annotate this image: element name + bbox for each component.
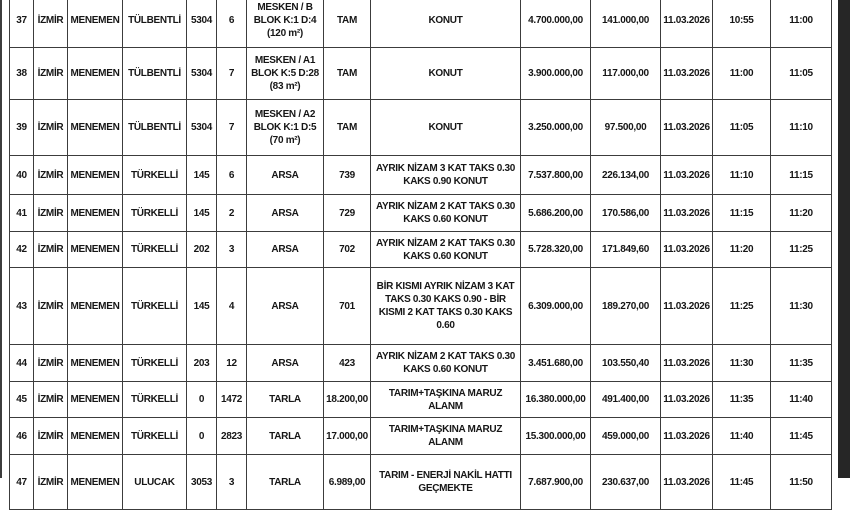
cell-district: MENEMEN [68, 156, 123, 195]
cell-start-time: 11:15 [713, 195, 771, 232]
cell-row-number: 45 [10, 382, 34, 418]
cell-block-no: 145 [187, 268, 217, 345]
cell-auction-date: 11.03.2026 [661, 418, 713, 455]
cell-start-time: 11:10 [713, 156, 771, 195]
cell-block-no: 145 [187, 195, 217, 232]
cell-deposit: 459.000,00 [591, 418, 661, 455]
cell-start-time: 11:25 [713, 268, 771, 345]
table-row [10, 345, 832, 382]
cell-start-time: 11:35 [713, 382, 771, 418]
cell-property-type: TARLA [247, 418, 324, 455]
cell-deposit: 141.000,00 [591, 0, 661, 48]
cell-property-type: MESKEN / A1 BLOK K:5 D:28 (83 m²) [247, 48, 324, 100]
cell-province: İZMİR [34, 345, 68, 382]
table-row [10, 195, 832, 232]
cell-neighborhood: ULUCAK [123, 455, 187, 510]
cell-zoning-status: TARIM - ENERJİ NAKİL HATTI GEÇMEKTE [371, 455, 521, 510]
cell-start-time: 11:20 [713, 232, 771, 268]
cell-parcel-no: 4 [217, 268, 247, 345]
cell-deposit: 170.586,00 [591, 195, 661, 232]
cell-province: İZMİR [34, 268, 68, 345]
cell-share-area: 18.200,00 [324, 382, 371, 418]
cell-zoning-status: AYRIK NİZAM 2 KAT TAKS 0.30 KAKS 0.60 KONUT [371, 232, 521, 268]
cell-end-time: 11:30 [771, 268, 832, 345]
cell-neighborhood: TÜLBENTLİ [123, 100, 187, 156]
cell-row-number: 42 [10, 232, 34, 268]
cell-auction-date: 11.03.2026 [661, 156, 713, 195]
cell-district: MENEMEN [68, 100, 123, 156]
cell-auction-date: 11.03.2026 [661, 268, 713, 345]
cell-appraised-value: 3.250.000,00 [521, 100, 591, 156]
cell-deposit: 103.550,40 [591, 345, 661, 382]
cell-property-type: ARSA [247, 156, 324, 195]
cell-parcel-no: 7 [217, 48, 247, 100]
cell-auction-date: 11.03.2026 [661, 382, 713, 418]
cell-appraised-value: 7.537.800,00 [521, 156, 591, 195]
table-row [10, 156, 832, 195]
cell-row-number: 40 [10, 156, 34, 195]
table-row [10, 48, 832, 100]
cell-start-time: 11:40 [713, 418, 771, 455]
cell-zoning-status: TARIM+TAŞKINA MARUZ ALANM [371, 382, 521, 418]
cell-deposit: 171.849,60 [591, 232, 661, 268]
cell-end-time: 11:45 [771, 418, 832, 455]
cell-property-type: TARLA [247, 382, 324, 418]
cell-property-type: MESKEN / A2 BLOK K:1 D:5 (70 m²) [247, 100, 324, 156]
cell-parcel-no: 7 [217, 100, 247, 156]
cell-zoning-status: AYRIK NİZAM 3 KAT TAKS 0.30 KAKS 0.90 KONUT [371, 156, 521, 195]
cell-province: İZMİR [34, 0, 68, 48]
cell-start-time: 10:55 [713, 0, 771, 48]
cell-neighborhood: TÜLBENTLİ [123, 48, 187, 100]
cell-block-no: 0 [187, 418, 217, 455]
cell-province: İZMİR [34, 232, 68, 268]
cell-appraised-value: 16.380.000,00 [521, 382, 591, 418]
cell-zoning-status: KONUT [371, 48, 521, 100]
cell-row-number: 39 [10, 100, 34, 156]
cell-zoning-status: AYRIK NİZAM 2 KAT TAKS 0.30 KAKS 0.60 KONUT [371, 345, 521, 382]
cell-parcel-no: 6 [217, 156, 247, 195]
cell-neighborhood: TÜLBENTLİ [123, 0, 187, 48]
cell-zoning-status: KONUT [371, 0, 521, 48]
cell-share-area: 423 [324, 345, 371, 382]
cell-appraised-value: 5.728.320,00 [521, 232, 591, 268]
cell-property-type: ARSA [247, 268, 324, 345]
cell-appraised-value: 4.700.000,00 [521, 0, 591, 48]
cell-row-number: 38 [10, 48, 34, 100]
cell-auction-date: 11.03.2026 [661, 232, 713, 268]
cell-row-number: 41 [10, 195, 34, 232]
cell-auction-date: 11.03.2026 [661, 0, 713, 48]
cell-share-area: TAM [324, 0, 371, 48]
cell-property-type: TARLA [247, 455, 324, 510]
cell-zoning-status: TARIM+TAŞKINA MARUZ ALANM [371, 418, 521, 455]
cell-auction-date: 11.03.2026 [661, 100, 713, 156]
cell-zoning-status: BİR KISMI AYRIK NİZAM 3 KAT TAKS 0.30 KAKS 0.90 - BİR KISMI 2 KAT TAKS 0.30 KAKS 0.60 [371, 268, 521, 345]
cell-district: MENEMEN [68, 268, 123, 345]
cell-block-no: 5304 [187, 48, 217, 100]
cell-province: İZMİR [34, 48, 68, 100]
cell-property-type: MESKEN / B BLOK K:1 D:4 (120 m²) [247, 0, 324, 48]
cell-district: MENEMEN [68, 345, 123, 382]
cell-start-time: 11:30 [713, 345, 771, 382]
cell-parcel-no: 3 [217, 232, 247, 268]
cell-share-area: 729 [324, 195, 371, 232]
cell-district: MENEMEN [68, 48, 123, 100]
cell-district: MENEMEN [68, 418, 123, 455]
cell-auction-date: 11.03.2026 [661, 48, 713, 100]
cell-share-area: 6.989,00 [324, 455, 371, 510]
cell-end-time: 11:05 [771, 48, 832, 100]
cell-start-time: 11:00 [713, 48, 771, 100]
cell-district: MENEMEN [68, 455, 123, 510]
cell-appraised-value: 3.451.680,00 [521, 345, 591, 382]
cell-row-number: 43 [10, 268, 34, 345]
table-row [10, 268, 832, 345]
table-row [10, 0, 832, 48]
cell-start-time: 11:45 [713, 455, 771, 510]
cell-appraised-value: 6.309.000,00 [521, 268, 591, 345]
cell-deposit: 230.637,00 [591, 455, 661, 510]
table-row [10, 418, 832, 455]
cell-parcel-no: 6 [217, 0, 247, 48]
cell-deposit: 189.270,00 [591, 268, 661, 345]
cell-row-number: 46 [10, 418, 34, 455]
table-row [10, 382, 832, 418]
cell-end-time: 11:25 [771, 232, 832, 268]
cell-neighborhood: TÜRKELLİ [123, 195, 187, 232]
cell-district: MENEMEN [68, 382, 123, 418]
cell-parcel-no: 12 [217, 345, 247, 382]
cell-block-no: 5304 [187, 100, 217, 156]
cell-neighborhood: TÜRKELLİ [123, 156, 187, 195]
cell-deposit: 491.400,00 [591, 382, 661, 418]
cell-row-number: 37 [10, 0, 34, 48]
cell-zoning-status: AYRIK NİZAM 2 KAT TAKS 0.30 KAKS 0.60 KONUT [371, 195, 521, 232]
table-row [10, 455, 832, 510]
cell-parcel-no: 2 [217, 195, 247, 232]
cell-end-time: 11:20 [771, 195, 832, 232]
cell-auction-date: 11.03.2026 [661, 195, 713, 232]
cell-block-no: 0 [187, 382, 217, 418]
cell-end-time: 11:00 [771, 0, 832, 48]
cell-neighborhood: TÜRKELLİ [123, 232, 187, 268]
cell-end-time: 11:50 [771, 455, 832, 510]
cell-row-number: 47 [10, 455, 34, 510]
cell-share-area: 739 [324, 156, 371, 195]
cell-province: İZMİR [34, 455, 68, 510]
cell-appraised-value: 15.300.000,00 [521, 418, 591, 455]
cell-deposit: 117.000,00 [591, 48, 661, 100]
cell-block-no: 5304 [187, 0, 217, 48]
cell-deposit: 97.500,00 [591, 100, 661, 156]
cell-block-no: 203 [187, 345, 217, 382]
cell-row-number: 44 [10, 345, 34, 382]
cell-province: İZMİR [34, 382, 68, 418]
cell-share-area: 701 [324, 268, 371, 345]
cell-district: MENEMEN [68, 0, 123, 48]
cell-district: MENEMEN [68, 195, 123, 232]
cell-share-area: TAM [324, 100, 371, 156]
cell-appraised-value: 3.900.000,00 [521, 48, 591, 100]
cell-province: İZMİR [34, 418, 68, 455]
auction-listing-table [9, 0, 832, 510]
cell-district: MENEMEN [68, 232, 123, 268]
cell-block-no: 3053 [187, 455, 217, 510]
table-row [10, 100, 832, 156]
cell-start-time: 11:05 [713, 100, 771, 156]
cell-neighborhood: TÜRKELLİ [123, 268, 187, 345]
cropped-column-border [0, 0, 2, 478]
cell-province: İZMİR [34, 100, 68, 156]
cell-deposit: 226.134,00 [591, 156, 661, 195]
cell-province: İZMİR [34, 156, 68, 195]
cell-block-no: 145 [187, 156, 217, 195]
viewer-background-strip [838, 0, 850, 478]
cell-neighborhood: TÜRKELLİ [123, 345, 187, 382]
cell-share-area: 702 [324, 232, 371, 268]
cell-auction-date: 11.03.2026 [661, 455, 713, 510]
cell-share-area: TAM [324, 48, 371, 100]
cell-end-time: 11:35 [771, 345, 832, 382]
cell-zoning-status: KONUT [371, 100, 521, 156]
cell-neighborhood: TÜRKELLİ [123, 382, 187, 418]
cell-share-area: 17.000,00 [324, 418, 371, 455]
cell-parcel-no: 2823 [217, 418, 247, 455]
cell-property-type: ARSA [247, 232, 324, 268]
cell-province: İZMİR [34, 195, 68, 232]
cell-appraised-value: 5.686.200,00 [521, 195, 591, 232]
cell-appraised-value: 7.687.900,00 [521, 455, 591, 510]
cell-end-time: 11:10 [771, 100, 832, 156]
cell-parcel-no: 3 [217, 455, 247, 510]
cell-block-no: 202 [187, 232, 217, 268]
cell-property-type: ARSA [247, 345, 324, 382]
cell-parcel-no: 1472 [217, 382, 247, 418]
cell-property-type: ARSA [247, 195, 324, 232]
table-body [10, 0, 832, 510]
table-row [10, 232, 832, 268]
cell-end-time: 11:40 [771, 382, 832, 418]
cell-neighborhood: TÜRKELLİ [123, 418, 187, 455]
cell-end-time: 11:15 [771, 156, 832, 195]
cell-auction-date: 11.03.2026 [661, 345, 713, 382]
